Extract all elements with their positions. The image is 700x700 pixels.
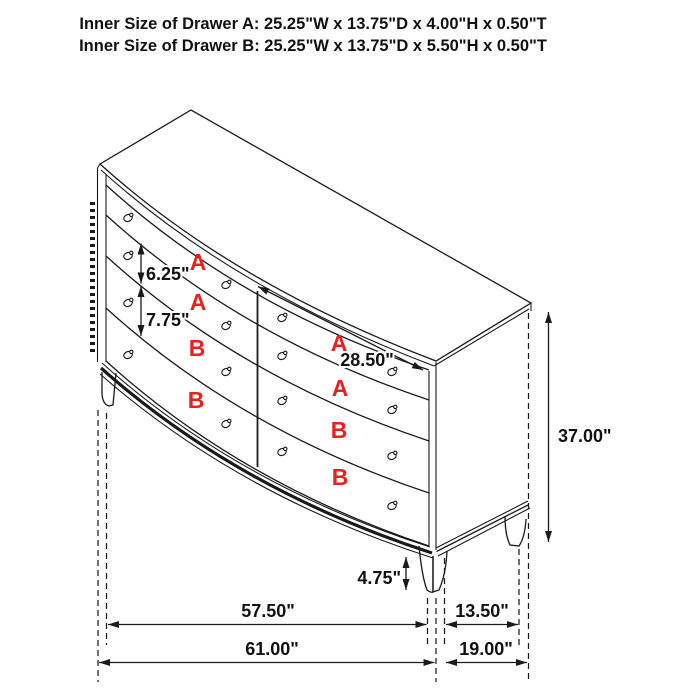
knob-icon xyxy=(221,419,231,428)
drawer-label-right-4: B xyxy=(331,464,349,490)
knob-icon xyxy=(277,396,287,405)
knob-icon xyxy=(277,351,287,360)
right-side-panel xyxy=(436,501,530,556)
row4-bottom-edge xyxy=(106,361,429,546)
knob-icon xyxy=(277,447,287,456)
row1-row2-divider xyxy=(106,215,429,400)
header-line-2: Inner Size of Drawer B: 25.25"W x 13.75"D x 5.50"H x 0.50"T xyxy=(79,37,547,55)
dimension-labels xyxy=(146,264,612,659)
knob-icon xyxy=(387,451,397,460)
knob-icon xyxy=(123,213,133,222)
front-right-corner-post xyxy=(429,362,436,550)
dim-label-drawer-width: 28.50" xyxy=(340,350,394,370)
knob-icon xyxy=(277,313,287,322)
left-side-panel xyxy=(93,168,107,362)
drawer-label-right-2: A xyxy=(331,375,349,401)
header-line-1: Inner Size of Drawer A: 25.25"W x 13.75"D x 4.00"H x 0.50"T xyxy=(79,15,547,33)
knob-icon xyxy=(123,251,133,260)
drawer-label-right-1: A xyxy=(330,330,348,356)
knob-icon xyxy=(221,367,231,376)
knob-icon xyxy=(123,350,133,359)
legs xyxy=(102,372,526,592)
dim-label-overall-depth: 19.00" xyxy=(459,639,513,659)
knob-icon xyxy=(387,405,397,414)
row3-row4-divider xyxy=(106,308,429,493)
dim-label-depth-between-legs: 13.50" xyxy=(455,601,509,621)
dim-label-drawer-b-height: 7.75" xyxy=(146,310,190,330)
knob-icon xyxy=(123,298,133,307)
drawer-label-left-3: B xyxy=(188,335,206,361)
knob-icon xyxy=(387,501,397,510)
back-right-leg xyxy=(505,516,526,546)
drawer-label-left-4: B xyxy=(187,387,205,413)
dim-label-overall-height: 37.00" xyxy=(558,426,612,446)
base-molding xyxy=(100,363,433,558)
knob-icon xyxy=(221,321,231,330)
dim-label-leg-height: 4.75" xyxy=(357,568,401,588)
dim-label-drawer-a-height: 6.25" xyxy=(146,264,190,284)
drawer-label-left-1: A xyxy=(189,249,207,275)
dim-label-overall-width: 61.00" xyxy=(245,639,299,659)
drawer-label-right-3: B xyxy=(330,417,348,443)
drawer-label-left-2: A xyxy=(189,289,207,315)
knob-icon xyxy=(221,280,231,289)
drawer-letter-labels xyxy=(188,249,349,490)
dim-label-width-between-legs: 57.50" xyxy=(241,601,295,621)
extension-lines xyxy=(98,313,529,682)
